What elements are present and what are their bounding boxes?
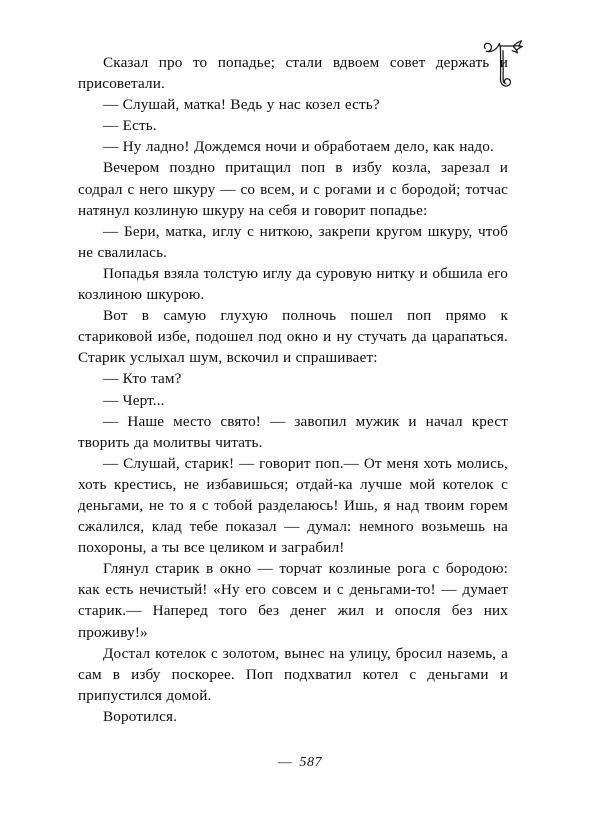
page-text-block	[78, 52, 508, 727]
paragraph: Глянул старик в окно — торчат козлиные рога с бородою: как есть нечистый! «Ну его совсем и с деньгами-то! — думает старик.— Наперед того без денег жил и опосля без них проживу!»	[78, 560, 508, 641]
page-folio	[0, 755, 600, 771]
paragraph: Воротился.	[103, 707, 178, 725]
paragraph: Попадья взяла толстую иглу да суровую нитку и обшила его козлиною шкурою.	[78, 264, 508, 304]
paragraph: — Есть.	[103, 117, 157, 135]
folio-dash: —	[277, 755, 293, 770]
paragraph: — Ну ладно! Дождемся ночи и обработаем дело, как надо.	[103, 138, 494, 156]
page-number: 587	[299, 755, 323, 770]
paragraph: — Черт...	[103, 391, 165, 409]
paragraph: Достал котелок с золотом, вынес на улицу, бросил наземь, а сам в избу поскорее. Поп подхватил котел с деньгами и припустился домой.	[78, 644, 508, 704]
paragraph: — Кто там?	[103, 370, 182, 388]
paragraph: Сказал про то попадье; стали вдвоем совет держать и присоветали.	[78, 54, 508, 93]
paragraph: — Наше место свято! — завопил мужик и начал крест творить да молитвы читать.	[78, 412, 508, 451]
paragraph: — Бери, матка, иглу с ниткою, закрепи кругом шкуру, чтоб не свалилась.	[78, 222, 508, 261]
paragraph: — Слушай, матка! Ведь у нас козел есть?	[103, 96, 380, 114]
paragraph: Вечером поздно притащил поп в избу козла, зарезал и содрал с него шкуру — со всем, и с рогами и с бородой; тотчас натянул козлиную шкуру на себя и говорит попадье:	[78, 159, 508, 219]
paragraph: Вот в самую глухую полночь пошел поп прямо к стариковой избе, подошел под окно и ну стучать да царапаться. Старик услыхал шум, вскочил и спрашивает:	[78, 307, 508, 367]
paragraph: — Слушай, старик! — говорит поп.— От меня хоть молись, хоть крестись, не избавишься; отдай-ка лучше мой котелок с деньгами, не то я с тобой разделаюсь! Ишь, я над твоим горем сжалился, клад тебе показал — думал: немного возьмешь на похороны, а ты все целиком и заграбил!	[78, 454, 508, 557]
